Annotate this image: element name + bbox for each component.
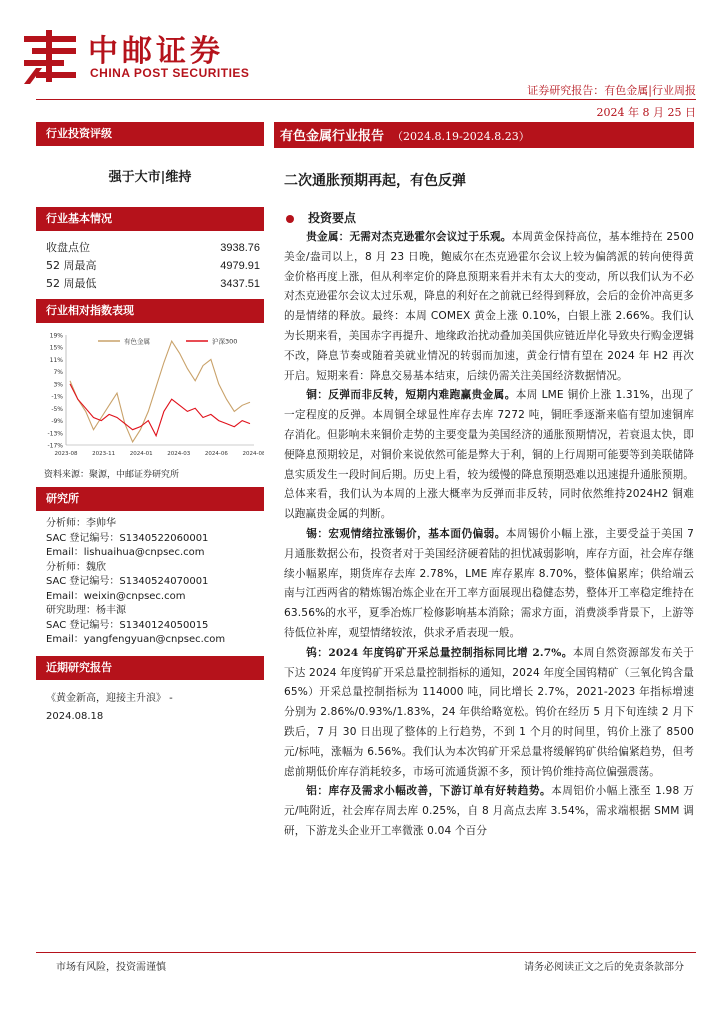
report-date: 2024 年 8 月 25 日 bbox=[596, 106, 696, 119]
report-title: 有色金属行业报告 bbox=[280, 129, 385, 144]
basic-info-label: 52 周最低 bbox=[46, 277, 97, 290]
y-tick-label: 11% bbox=[49, 356, 63, 364]
analyst-line: SAC 登记编号：S1340124050015 bbox=[46, 619, 209, 631]
y-tick-label: -5% bbox=[51, 405, 63, 413]
recent-report-title[interactable]: 《黄金新高，迎接主升浪》 - bbox=[46, 692, 173, 704]
y-tick-label: 7% bbox=[53, 369, 63, 377]
y-tick-label: 15% bbox=[49, 344, 63, 352]
paragraph-tin bbox=[284, 525, 694, 644]
logo-text-en: CHINA POST SECURITIES bbox=[90, 66, 250, 80]
index-section-head: 行业相对指数表现 bbox=[36, 299, 264, 323]
disclaimer-note[interactable]: 请务必阅读正文之后的免责条款部分 bbox=[524, 962, 684, 973]
report-type: 证券研究报告：有色金属|行业周报 bbox=[527, 84, 696, 97]
legend-label: 有色金属 bbox=[124, 337, 150, 346]
y-tick-label: -9% bbox=[51, 418, 63, 426]
paragraph-text: 本周铝价小幅上涨至 1.98 万元/吨附近，社会库存周去库 0.25%，自 8 月高点去库 3.54%，需求端根据 SMM 调研，下游龙头企业开工率微涨 0.04 个百分 bbox=[284, 785, 694, 837]
y-tick-label: -17% bbox=[47, 442, 63, 450]
basic-info-value: 3437.51 bbox=[220, 278, 260, 290]
page-header bbox=[0, 0, 724, 126]
y-tick-label: 3% bbox=[53, 381, 63, 389]
report-period: （2024.8.19-2024.8.23） bbox=[392, 130, 530, 143]
paragraph-text: 本周自然资源部发布关于下达 2024 年度钨矿开采总量控制指标的通知，2024 年度全国钨精矿（三氧化钨含量 65%）开采总量控制指标为 114000 吨，同比增长 2.7%，2021-2023 年指标增速分别为 2.86%/0.93%/1.83%，24 年供给略宽松。钨价在经历 5 月下旬连续 2 月下跌后，7 月 30 日出现了整体的上行趋势，不到 1 个月的时间里，钨价上涨了 8500 元/标吨，涨幅为 6.56%。我们认为本次钨矿开采总量将缓解钨矿供给偏紧趋势，但考虑前期低价库存消耗较多，市场可流通货源不多，预计钨价维持高位偏强震荡。 bbox=[284, 646, 694, 778]
paragraph-text: 本周锡价小幅上涨，主要受益于美国 7 月通胀数据公布，投资者对于美国经济硬着陆的担忧减弱影响，库存方面，社会库存继续小幅累库，期货库存去库 2.78%，LME 库存累库 8.70%，整体偏累库；供给端云南与江西两省的精炼锡冶炼企业在开工率方面展现出稳健态势，整体开工率稳定维持在 63.56%的水平，夏季冶炼厂检修影响基本消除；需求方面，消费淡季背景下，上游等待低位补库，观望情绪较浓，供求矛盾表现一般。 bbox=[284, 527, 695, 639]
recent-report-date: 2024.08.18 bbox=[46, 710, 104, 722]
x-tick-label: 2023-11 bbox=[92, 451, 116, 457]
basic-info-label: 收盘点位 bbox=[46, 241, 90, 254]
analyst-line: 研究助理：杨丰源 bbox=[46, 605, 126, 616]
relative-index-chart-svg bbox=[36, 323, 264, 463]
paragraph-precious-metals bbox=[284, 228, 694, 386]
risk-warning: 市场有风险，投资需谨慎 bbox=[56, 962, 166, 973]
analyst-email[interactable]: Email：yangfengyuan@cnpsec.com bbox=[46, 634, 226, 645]
relative-index-chart bbox=[36, 323, 264, 463]
key-points-title bbox=[274, 208, 694, 228]
basic-info-row bbox=[36, 275, 264, 293]
recent-report-list bbox=[36, 680, 264, 726]
researcher-section-head: 研究所 bbox=[36, 487, 264, 511]
key-points-label: 投资要点 bbox=[308, 211, 357, 225]
basic-info-value: 4979.91 bbox=[220, 260, 260, 272]
paragraph-aluminum bbox=[284, 782, 694, 841]
header-divider bbox=[36, 99, 696, 100]
paragraph-text: 本周 LME 铜价上涨 1.31%，出现了一定程度的反弹。本周铜全球显性库存去库 7272 吨，铜旺季逐渐来临有望加速铜库存消化。但影响未来铜价走势的主要变量为美国经济的通胀预期情况，若衰退太快，即便降息预期较足，对铜价来说依然可能是弊大于利，铜的上行周期可能要等到美联储降息实质发生一段时间后期。历史上看，较为缓慢的降息预期恐难以迅速提升通胀预期。总体来看，我们认为本周的上涨大概率为反弹而非反转，同时依然维持2024H2 铜难以跑赢贵金属的判断。 bbox=[284, 389, 694, 521]
recent-section-head: 近期研究报告 bbox=[36, 656, 264, 680]
basic-info-row bbox=[36, 239, 264, 257]
y-tick-label: -13% bbox=[47, 430, 63, 438]
x-tick-label: 2024-03 bbox=[167, 451, 191, 457]
analyst-line: 分析师：魏欣 bbox=[46, 561, 106, 573]
analyst-email[interactable]: Email：weixin@cnpsec.com bbox=[46, 590, 186, 602]
x-tick-label: 2024-08 bbox=[242, 451, 264, 457]
basic-info-value: 3938.76 bbox=[220, 242, 260, 254]
analyst-line: 分析师：李帅华 bbox=[46, 518, 116, 529]
basic-info-list bbox=[36, 231, 264, 299]
y-tick-label: 19% bbox=[49, 332, 63, 340]
paragraph-copper bbox=[284, 386, 694, 525]
key-points-body bbox=[274, 228, 694, 842]
series-line-0 bbox=[70, 341, 250, 442]
analyst-email[interactable]: Email：lishuaihua@cnpsec.com bbox=[46, 547, 205, 558]
paragraph-text: 本周黄金保持高位，基本维持在 2500 美金/盎司以上，8 月 23 日晚，鲍威尔在杰克逊霍尔会议上较为偏鸽派的转向使得黄金价格再度上涨，但从利率定价的降息预期来看并未有太大的变动，所以我们认为不必对杰克逊霍尔会议太过乐观，降息的利好在之前就已经得到释放，会后的金价冲高更多的是情绪的释放。最终：本周 COMEX 黄金上涨 0.10%，白银上涨 2.66%。我们认为长期来看，美国赤字再提升、地缘政治扰动叠加美国供应链近岸化导致央行购金逻辑不改，降息节奏或随着美就业情况的转弱而加速，黄金行情有望在 2024 年 H2 再次开启。短期来看：降息交易基本结束，后续仍需关注美国经济数据情况。 bbox=[284, 231, 694, 382]
paragraph-lead: 铝：库存及需求小幅改善，下游订单有好转趋势。 bbox=[306, 785, 552, 798]
paragraph-tungsten bbox=[284, 644, 694, 783]
x-tick-label: 2024-06 bbox=[204, 451, 228, 457]
bullet-dot-icon bbox=[286, 215, 294, 223]
analyst-line: SAC 登记编号：S1340522060001 bbox=[46, 532, 209, 544]
footer-divider bbox=[36, 952, 696, 953]
x-tick-label: 2023-08 bbox=[54, 451, 78, 457]
basic-section-head: 行业基本情况 bbox=[36, 207, 264, 231]
paragraph-lead: 钨：2024 年度钨矿开采总量控制指标同比增 2.7%。 bbox=[306, 646, 573, 659]
legend-label: 沪深300 bbox=[212, 337, 238, 346]
china-post-logo-icon bbox=[22, 28, 78, 84]
basic-info-row bbox=[36, 257, 264, 275]
paragraph-lead: 贵金属：无需对杰克逊霍尔会议过于乐观。 bbox=[306, 231, 512, 243]
main-head bbox=[274, 122, 694, 148]
basic-info-label: 52 周最高 bbox=[46, 259, 97, 272]
chart-source: 资料来源：聚源，中邮证券研究所 bbox=[44, 470, 180, 480]
paragraph-lead: 铜：反弹而非反转，短期内难跑赢贵金属。 bbox=[306, 389, 516, 402]
x-tick-label: 2024-01 bbox=[129, 451, 153, 457]
paragraph-lead: 锡：宏观情绪拉涨锡价，基本面仍偏弱。 bbox=[306, 527, 506, 540]
logo-text-cn: 中邮证券 bbox=[88, 34, 224, 69]
main-content bbox=[274, 122, 694, 842]
industry-rating: 强于大市|维持 bbox=[108, 170, 192, 185]
y-tick-label: -1% bbox=[51, 393, 63, 401]
analyst-list bbox=[36, 511, 264, 656]
rating-section-head: 行业投资评级 bbox=[36, 122, 264, 146]
report-subtitle: 二次通胀预期再起，有色反弹 bbox=[284, 173, 466, 189]
sidebar bbox=[36, 122, 264, 726]
analyst-line: SAC 登记编号：S1340524070001 bbox=[46, 576, 209, 587]
